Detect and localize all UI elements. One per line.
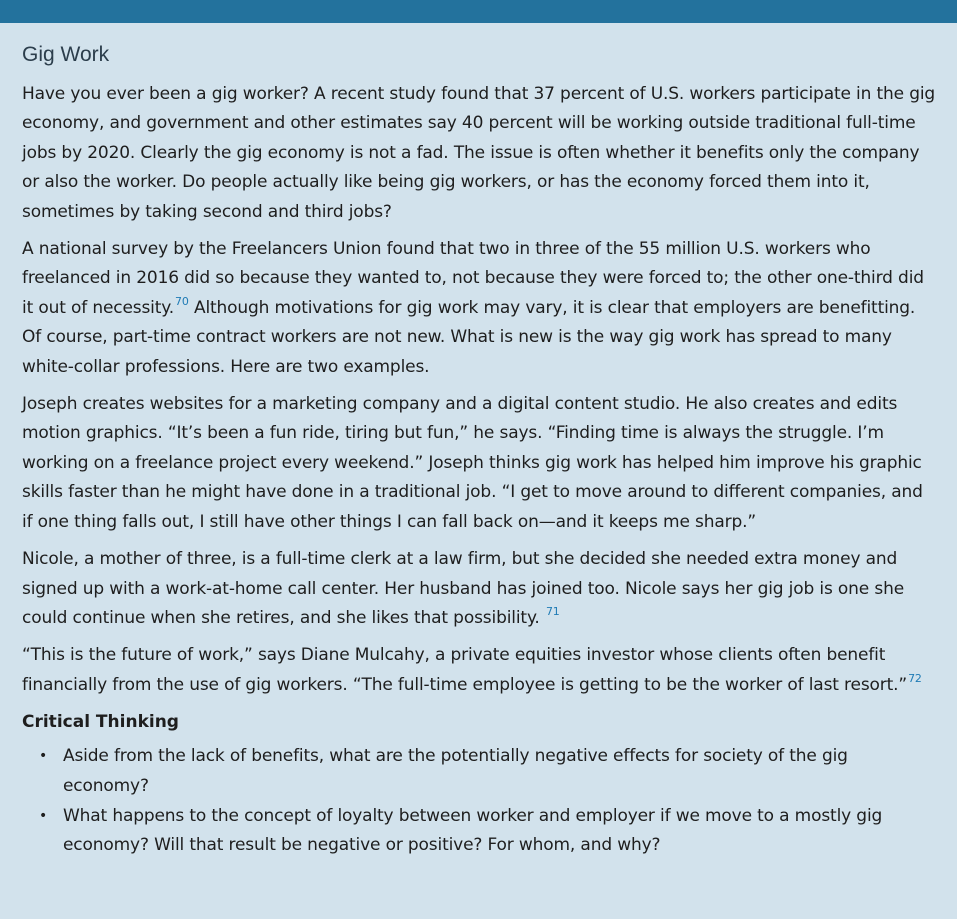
critical-thinking-heading: Critical Thinking	[22, 712, 179, 733]
paragraph-survey	[22, 235, 937, 382]
paragraph-survey-text-2: Although motivations for gig work may vary, it is clear that employers are benefitting. Of course, part-time contract workers are not new. What is new is the way gig work has spread to many white-collar professions. Here are two examples.	[22, 297, 916, 377]
paragraph-intro: Have you ever been a gig worker? A recent study found that 37 percent of U.S. workers participate in the gig economy, and government and other estimates say 40 percent will be working outside traditional full-time jobs by 2020. Clearly the gig economy is not a fad. The issue is often whether it benefits only the company or also the worker. Do people actually like being gig workers, or has the economy forced them into it, sometimes by taking second and third jobs?	[22, 84, 936, 222]
paragraph-nicole-text: Nicole, a mother of three, is a full-time clerk at a law firm, but she decided she needed extra money and signed up with a work-at-home call center. Her husband has joined too. Nicole says her gig job is one she could continue when she retires, and she likes that possibility.	[22, 549, 905, 628]
paragraph-survey-text-1: A national survey by the Freelancers Union found that two in three of the 55 million U.S. workers who freelanced in 2016 did so because they wanted to, not because they were forced to; the other one-third did it out of necessity.	[22, 239, 924, 318]
paragraph-nicole	[22, 545, 937, 633]
header-bar	[0, 0, 957, 23]
paragraph-joseph: Joseph creates websites for a marketing company and a digital content studio. He also creates and edits motion graphics. “It’s been a fun ride, tiring but fun,” he says. “Finding time is always the struggle. I’m working on a freelance project every weekend.” Joseph thinks gig work has helped him improve his graphic skills faster than he might have done in a traditional job. “I get to move around to different companies, and if one thing falls out, I still have other things I can fall back on—and it keeps me sharp.”	[22, 394, 923, 532]
feature-box-content	[22, 41, 937, 862]
footnote-link-70[interactable]: 70	[175, 294, 189, 308]
list-item-text: Aside from the lack of benefits, what are the potentially negative effects for society of the gig economy?	[63, 746, 848, 796]
paragraph-quote-text: “This is the future of work,” says Diane Mulcahy, a private equities investor whose clients often benefit financially from the use of gig workers. “The full-time employee is getting to be the worker of last resort.”	[22, 645, 908, 695]
footnote-link-71[interactable]: 71	[545, 604, 560, 618]
feature-box	[0, 23, 957, 919]
paragraph-quote	[22, 641, 937, 700]
critical-thinking-list	[22, 742, 937, 861]
box-title: Gig Work	[22, 43, 110, 66]
bullet-icon: •	[39, 748, 48, 765]
footnote-link-72[interactable]: 72	[908, 671, 922, 685]
list-item	[22, 802, 937, 861]
list-item-text: What happens to the concept of loyalty between worker and employer if we move to a mostly gig economy? Will that result be negative or positive? For whom, and why?	[63, 805, 883, 856]
bullet-icon: •	[39, 807, 48, 824]
list-item	[22, 742, 937, 801]
